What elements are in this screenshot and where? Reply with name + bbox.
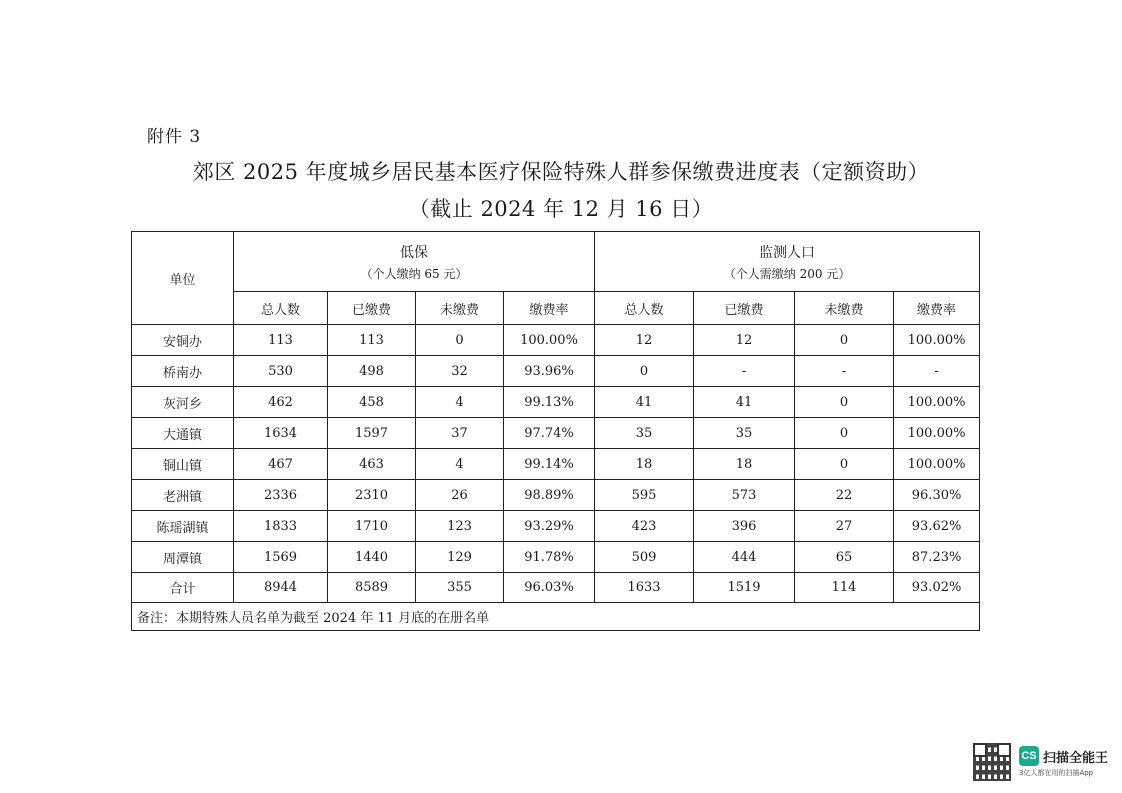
data-cell: 396	[694, 511, 795, 542]
data-cell: 4	[416, 449, 504, 480]
table-row	[132, 449, 980, 480]
data-cell: 91.78%	[504, 542, 595, 573]
data-cell: 26	[416, 480, 504, 511]
group-title-dibao: 低保	[400, 244, 429, 261]
data-cell: 573	[694, 480, 795, 511]
data-cell: 1569	[234, 542, 328, 573]
data-cell: 100.00%	[894, 387, 980, 418]
sub-header: 已缴费	[694, 292, 795, 325]
data-cell: 123	[416, 511, 504, 542]
group-title-monitor: 监测人口	[759, 244, 816, 261]
watermark-brand-name: 扫描全能王	[1042, 750, 1108, 766]
data-cell: 18	[595, 449, 694, 480]
data-cell: 93.96%	[504, 356, 595, 387]
data-cell: 87.23%	[894, 542, 980, 573]
total-cell: 96.03%	[504, 573, 595, 603]
note-row	[132, 603, 980, 631]
data-cell: 12	[694, 325, 795, 356]
data-cell: 498	[328, 356, 416, 387]
total-cell: 355	[416, 573, 504, 603]
progress-table	[131, 231, 980, 631]
data-cell: -	[894, 356, 980, 387]
watermark-brand	[1019, 746, 1108, 766]
unit-cell: 灰河乡	[132, 387, 234, 418]
data-cell: 0	[416, 325, 504, 356]
data-cell: 1710	[328, 511, 416, 542]
sub-header: 未缴费	[416, 292, 504, 325]
data-cell: 97.74%	[504, 418, 595, 449]
unit-cell: 陈瑶湖镇	[132, 511, 234, 542]
data-cell: 463	[328, 449, 416, 480]
data-cell: 0	[795, 325, 894, 356]
data-cell: 2310	[328, 480, 416, 511]
data-cell: 509	[595, 542, 694, 573]
group-header-dibao	[234, 232, 595, 292]
data-cell: 100.00%	[504, 325, 595, 356]
scanner-watermark	[973, 743, 1108, 781]
data-cell: 0	[795, 418, 894, 449]
data-cell: 37	[416, 418, 504, 449]
data-cell: 462	[234, 387, 328, 418]
data-cell: 93.62%	[894, 511, 980, 542]
data-cell: -	[694, 356, 795, 387]
unit-cell: 铜山镇	[132, 449, 234, 480]
group-header-monitor	[595, 232, 980, 292]
unit-cell: 周潭镇	[132, 542, 234, 573]
data-cell: 35	[694, 418, 795, 449]
data-cell: 129	[416, 542, 504, 573]
unit-cell: 老洲镇	[132, 480, 234, 511]
data-cell: 35	[595, 418, 694, 449]
qr-code-icon	[973, 743, 1011, 781]
total-cell: 8589	[328, 573, 416, 603]
data-cell: 1597	[328, 418, 416, 449]
data-cell: 113	[328, 325, 416, 356]
total-row	[132, 573, 980, 603]
data-cell: 99.14%	[504, 449, 595, 480]
group-note-monitor: （个人需缴纳 200 元）	[723, 266, 851, 281]
data-cell: 100.00%	[894, 418, 980, 449]
data-cell: 18	[694, 449, 795, 480]
data-cell: 100.00%	[894, 325, 980, 356]
attachment-label: 附件 3	[147, 127, 202, 147]
data-cell: 41	[595, 387, 694, 418]
data-cell: 12	[595, 325, 694, 356]
total-label: 合计	[132, 573, 234, 603]
data-cell: 41	[694, 387, 795, 418]
table-note: 备注：本期特殊人员名单为截至 2024 年 11 月底的在册名单	[132, 603, 980, 631]
data-cell: 1833	[234, 511, 328, 542]
data-cell: 96.30%	[894, 480, 980, 511]
unit-header: 单位	[132, 232, 234, 325]
sub-header: 已缴费	[328, 292, 416, 325]
data-cell: 98.89%	[504, 480, 595, 511]
data-cell: 444	[694, 542, 795, 573]
data-cell: 100.00%	[894, 449, 980, 480]
unit-cell: 大通镇	[132, 418, 234, 449]
sub-header-row	[132, 292, 980, 325]
total-cell: 8944	[234, 573, 328, 603]
total-cell: 93.02%	[894, 573, 980, 603]
data-cell: 113	[234, 325, 328, 356]
total-cell: 1633	[595, 573, 694, 603]
sub-header: 未缴费	[795, 292, 894, 325]
data-cell: 0	[795, 449, 894, 480]
sub-header: 总人数	[595, 292, 694, 325]
table-row	[132, 542, 980, 573]
data-cell: 93.29%	[504, 511, 595, 542]
data-cell: 65	[795, 542, 894, 573]
table-row	[132, 325, 980, 356]
watermark-text	[1019, 746, 1108, 778]
data-cell: 22	[795, 480, 894, 511]
document-subtitle: （截止 2024 年 12 月 16 日）	[408, 197, 714, 221]
data-cell: 32	[416, 356, 504, 387]
total-cell: 114	[795, 573, 894, 603]
data-cell: 2336	[234, 480, 328, 511]
table-row	[132, 418, 980, 449]
watermark-tagline: 3亿人都在用的扫描App	[1018, 769, 1094, 777]
data-cell: 458	[328, 387, 416, 418]
data-cell: 467	[234, 449, 328, 480]
sub-header: 缴费率	[894, 292, 980, 325]
data-cell: 27	[795, 511, 894, 542]
table-row	[132, 387, 980, 418]
document-title: 郊区 2025 年度城乡居民基本医疗保险特殊人群参保缴费进度表（定额资助）	[192, 160, 930, 184]
data-cell: -	[795, 356, 894, 387]
data-cell: 0	[795, 387, 894, 418]
unit-cell: 安铜办	[132, 325, 234, 356]
data-cell: 423	[595, 511, 694, 542]
data-cell: 99.13%	[504, 387, 595, 418]
sub-header: 缴费率	[504, 292, 595, 325]
data-cell: 1634	[234, 418, 328, 449]
sub-header: 总人数	[234, 292, 328, 325]
table-row	[132, 480, 980, 511]
data-cell: 0	[595, 356, 694, 387]
group-note-dibao: （个人缴纳 65 元）	[360, 266, 468, 281]
table-row	[132, 511, 980, 542]
group-header-row	[132, 232, 980, 292]
camscanner-logo-icon: CS	[1019, 746, 1039, 766]
data-cell: 595	[595, 480, 694, 511]
total-cell: 1519	[694, 573, 795, 603]
data-cell: 1440	[328, 542, 416, 573]
data-cell: 530	[234, 356, 328, 387]
unit-cell: 桥南办	[132, 356, 234, 387]
table-row	[132, 356, 980, 387]
table-body	[132, 325, 980, 573]
data-cell: 4	[416, 387, 504, 418]
